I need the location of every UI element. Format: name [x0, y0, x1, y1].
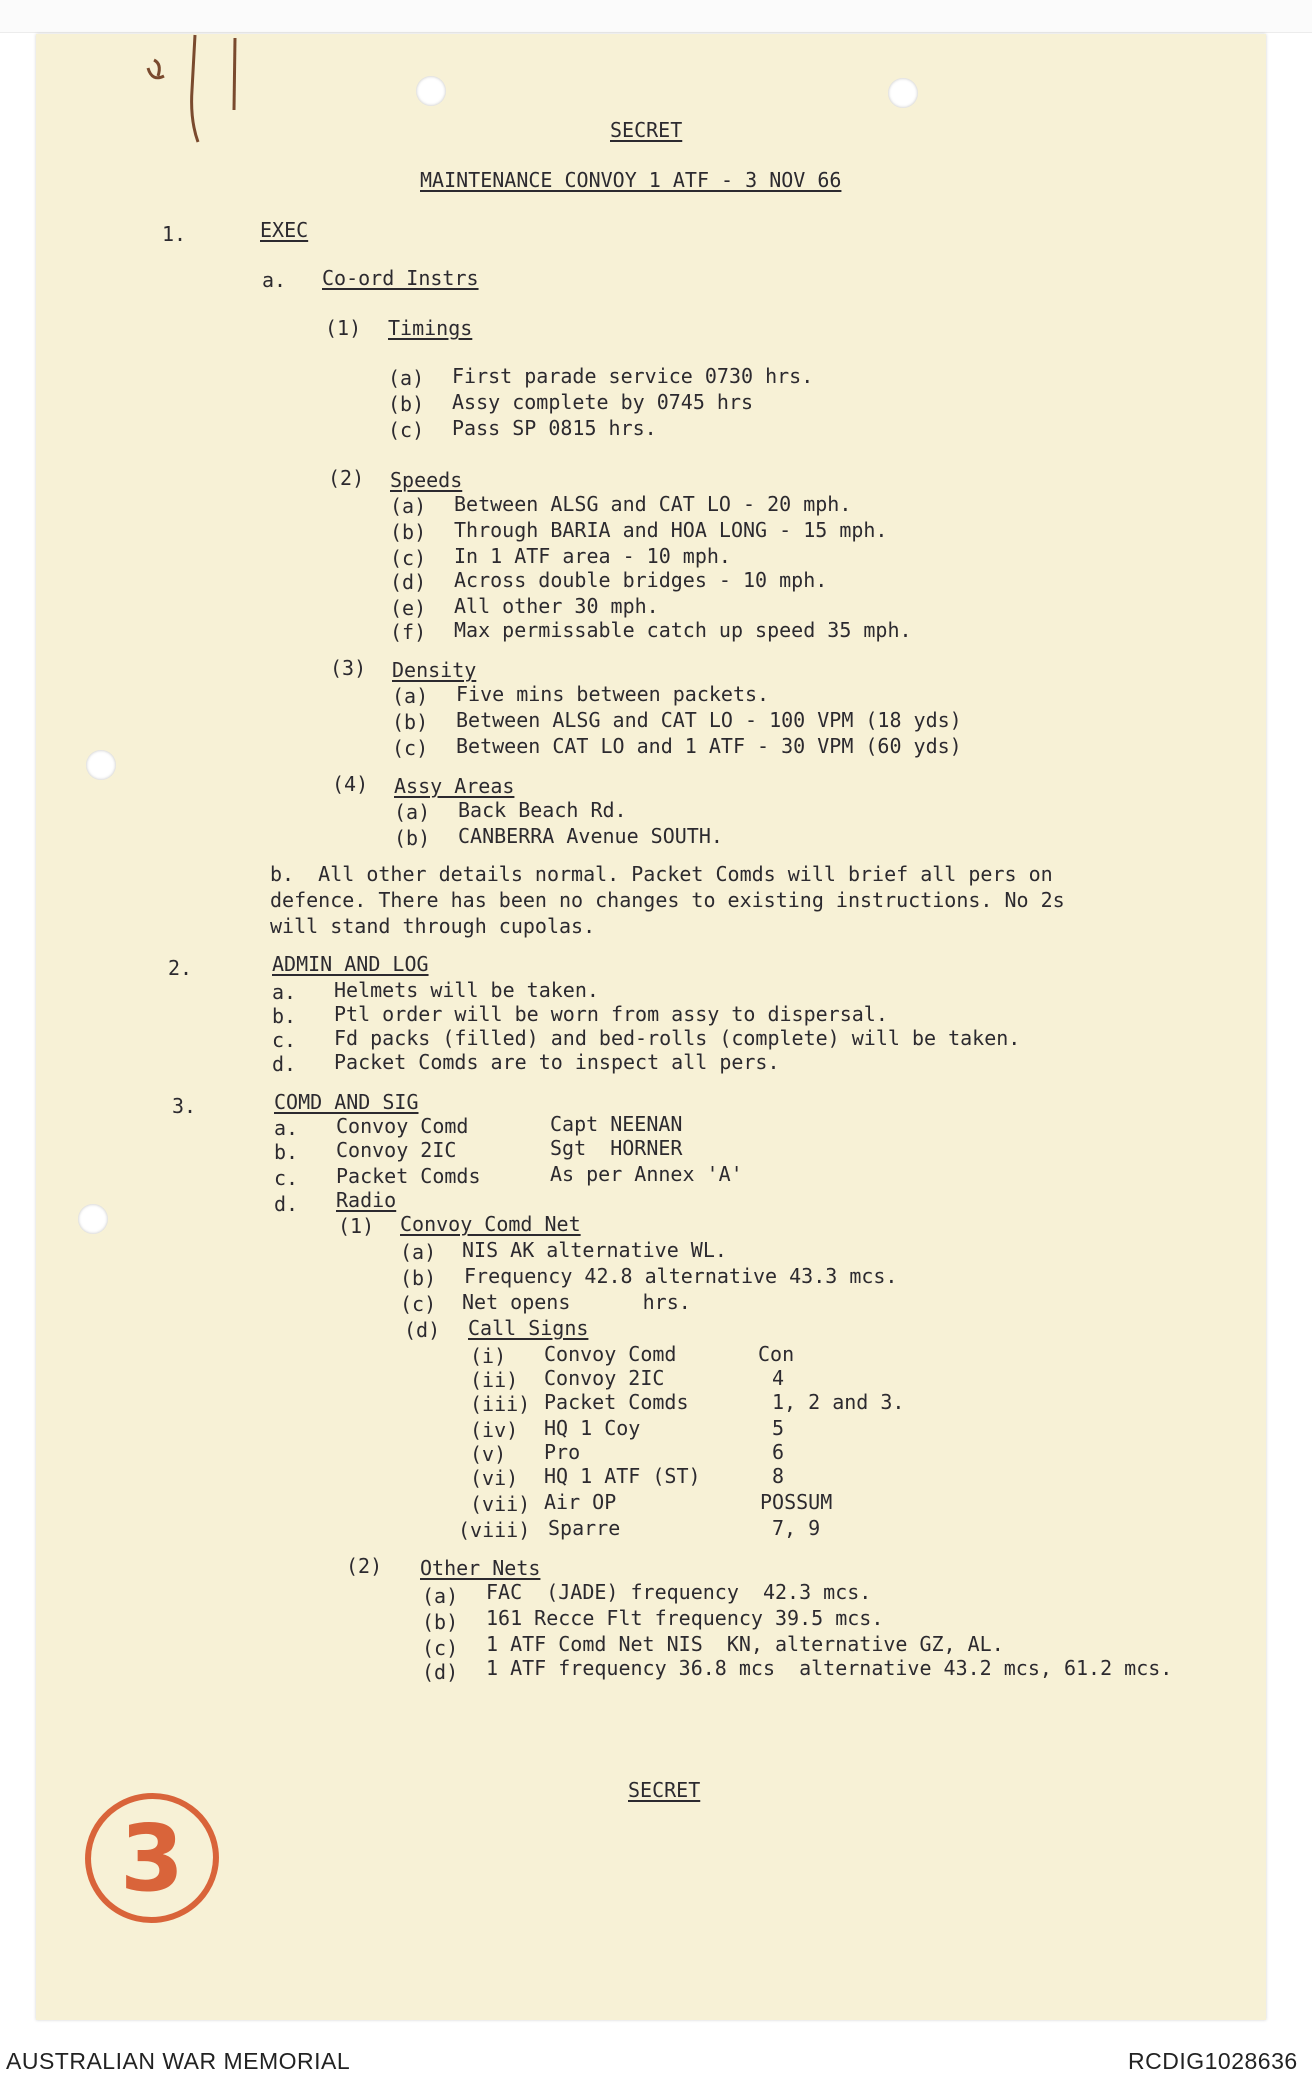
subheading-call-signs: Call Signs	[468, 1316, 589, 1340]
sub-number: (1)	[325, 316, 362, 340]
callsign-marker: (iii)	[470, 1392, 531, 1416]
subheading-speeds: Speeds	[390, 468, 463, 492]
item-marker: (a)	[388, 366, 425, 390]
item-marker: (d)	[422, 1660, 459, 1684]
punch-hole	[86, 750, 116, 780]
sub-number: (2)	[346, 1554, 383, 1578]
item-marker: (f)	[390, 620, 427, 644]
callsign-label: Convoy Comd	[544, 1342, 677, 1366]
net-item: NIS AK alternative WL.	[462, 1238, 727, 1262]
callsign-marker: (v)	[470, 1442, 507, 1466]
section-heading-comd: COMD AND SIG	[274, 1090, 419, 1114]
svg-text:3: 3	[119, 1805, 185, 1912]
subheading-convoy-comd-net: Convoy Comd Net	[400, 1212, 581, 1236]
item-marker: (c)	[400, 1292, 437, 1316]
callsign-value: 7, 9	[772, 1516, 821, 1540]
admin-item: Fd packs (filled) and bed-rolls (complete) will be taken.	[334, 1026, 1021, 1050]
appointment-label: Convoy 2IC	[336, 1138, 457, 1162]
speed-item: All other 30 mph.	[454, 594, 659, 618]
other-net-item: 161 Recce Flt frequency 39.5 mcs.	[486, 1606, 884, 1630]
item-marker: (b)	[422, 1610, 459, 1634]
item-marker: (c)	[388, 418, 425, 442]
item-marker: (b)	[400, 1266, 437, 1290]
speed-item: Through BARIA and HOA LONG - 15 mph.	[454, 518, 888, 542]
item-marker: b.	[274, 1140, 299, 1164]
callsign-label: HQ 1 ATF (ST)	[544, 1464, 701, 1488]
density-item: Between CAT LO and 1 ATF - 30 VPM (60 yds)	[456, 734, 962, 758]
document-title: MAINTENANCE CONVOY 1 ATF - 3 NOV 66	[420, 168, 842, 192]
item-marker: a.	[274, 1116, 299, 1140]
subheading-radio: Radio	[336, 1188, 397, 1212]
para-b-line: will stand through cupolas.	[270, 914, 596, 938]
item-marker: (a)	[400, 1240, 437, 1264]
callsign-marker: (ii)	[470, 1368, 519, 1392]
punch-hole	[888, 78, 918, 108]
callsign-marker: (vi)	[470, 1466, 519, 1490]
subheading-other-nets: Other Nets	[420, 1556, 541, 1580]
sub-number: (3)	[330, 656, 367, 680]
classification-top: SECRET	[610, 118, 683, 142]
other-net-item: 1 ATF Comd Net NIS KN, alternative GZ, AL.	[486, 1632, 1004, 1656]
other-net-item: FAC (JADE) frequency 42.3 mcs.	[486, 1580, 872, 1604]
item-marker: (b)	[392, 710, 429, 734]
callsign-label: Packet Comds	[544, 1390, 689, 1414]
speed-item: Across double bridges - 10 mph.	[454, 568, 828, 592]
item-marker: (c)	[390, 546, 427, 570]
appointment-value: Capt NEENAN	[550, 1112, 683, 1136]
other-net-item: 1 ATF frequency 36.8 mcs alternative 43.2 mcs, 61.2 mcs.	[486, 1656, 1173, 1680]
circled-page-number	[80, 1790, 230, 1930]
item-marker: (c)	[422, 1636, 459, 1660]
item-marker: (b)	[394, 826, 431, 850]
section-number: 2.	[168, 956, 193, 980]
para-b-line: b. All other details normal. Packet Comds will brief all pers on	[270, 862, 1053, 886]
callsign-value: 8	[772, 1464, 785, 1488]
callsign-marker: (vii)	[470, 1492, 531, 1516]
section-heading-admin: ADMIN AND LOG	[272, 952, 429, 976]
item-marker: (b)	[390, 520, 427, 544]
admin-item: Ptl order will be worn from assy to dispersal.	[334, 1002, 888, 1026]
item-marker: (a)	[392, 684, 429, 708]
callsign-label: Pro	[544, 1440, 581, 1464]
subheading-assy-areas: Assy Areas	[394, 774, 515, 798]
section-number: 1.	[162, 222, 187, 246]
callsign-label: Air OP	[544, 1490, 617, 1514]
section-heading-exec: EXEC	[260, 218, 309, 242]
subheading-timings: Timings	[388, 316, 473, 340]
subheading-density: Density	[392, 658, 477, 682]
callsign-marker: (iv)	[470, 1418, 519, 1442]
callsign-value: 5	[772, 1416, 785, 1440]
callsign-value: POSSUM	[760, 1490, 833, 1514]
callsign-label: Convoy 2IC	[544, 1366, 665, 1390]
callsign-value: 1, 2 and 3.	[772, 1390, 905, 1414]
item-marker: c.	[274, 1166, 299, 1190]
speed-item: Between ALSG and CAT LO - 20 mph.	[454, 492, 852, 516]
item-marker: b.	[272, 1004, 297, 1028]
item-marker: d.	[272, 1052, 297, 1076]
callsign-marker: (i)	[470, 1344, 507, 1368]
assy-item: CANBERRA Avenue SOUTH.	[458, 824, 723, 848]
pencil-annotation	[140, 30, 250, 150]
callsign-value: Con	[758, 1342, 795, 1366]
callsign-label: Sparre	[548, 1516, 621, 1540]
item-marker: (e)	[390, 596, 427, 620]
density-item: Between ALSG and CAT LO - 100 VPM (18 yds)	[456, 708, 962, 732]
item-marker: (a)	[394, 800, 431, 824]
item-marker: d.	[274, 1192, 299, 1216]
para-b-line: defence. There has been no changes to existing instructions. No 2s	[270, 888, 1065, 912]
callsign-value: 4	[772, 1366, 785, 1390]
section-number: 3.	[172, 1094, 197, 1118]
subheading-coord-instrs: Co-ord Instrs	[322, 266, 479, 290]
timing-item: Assy complete by 0745 hrs	[452, 390, 754, 414]
credit-right: RCDIG1028636	[1128, 2048, 1298, 2074]
callsign-marker: (viii)	[458, 1518, 531, 1542]
para-letter: a.	[262, 268, 287, 292]
speed-item: Max permissable catch up speed 35 mph.	[454, 618, 912, 642]
appointment-label: Convoy Comd	[336, 1114, 469, 1138]
punch-hole	[78, 1204, 108, 1234]
item-marker: c.	[272, 1028, 297, 1052]
item-marker: (d)	[404, 1318, 441, 1342]
appointment-value: As per Annex 'A'	[550, 1162, 743, 1186]
item-marker: (a)	[390, 494, 427, 518]
classification-bottom: SECRET	[628, 1778, 701, 1802]
item-marker: (d)	[390, 570, 427, 594]
item-marker: (c)	[392, 736, 429, 760]
appointment-value: Sgt HORNER	[550, 1136, 683, 1160]
sub-number: (1)	[338, 1214, 375, 1238]
item-marker: (a)	[422, 1584, 459, 1608]
admin-item: Packet Comds are to inspect all pers.	[334, 1050, 780, 1074]
sub-number: (4)	[332, 772, 369, 796]
admin-item: Helmets will be taken.	[334, 978, 599, 1002]
net-item: Frequency 42.8 alternative 43.3 mcs.	[464, 1264, 898, 1288]
item-marker: (b)	[388, 392, 425, 416]
item-marker: a.	[272, 980, 297, 1004]
timing-item: First parade service 0730 hrs.	[452, 364, 814, 388]
density-item: Five mins between packets.	[456, 682, 770, 706]
callsign-label: HQ 1 Coy	[544, 1416, 641, 1440]
timing-item: Pass SP 0815 hrs.	[452, 416, 657, 440]
viewer-top-strip	[0, 0, 1312, 33]
punch-hole	[416, 76, 446, 106]
assy-item: Back Beach Rd.	[458, 798, 627, 822]
appointment-label: Packet Comds	[336, 1164, 481, 1188]
speed-item: In 1 ATF area - 10 mph.	[454, 544, 731, 568]
credit-left: AUSTRALIAN WAR MEMORIAL	[6, 2048, 351, 2074]
callsign-value: 6	[772, 1440, 785, 1464]
net-item: Net opens hrs.	[462, 1290, 691, 1314]
sub-number: (2)	[328, 466, 365, 490]
